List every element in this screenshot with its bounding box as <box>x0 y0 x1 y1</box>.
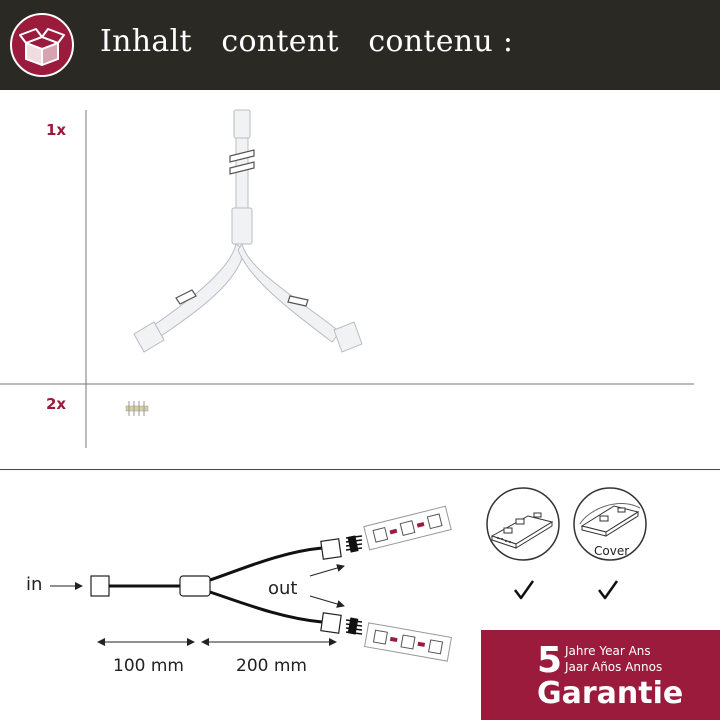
output-cable-bottom <box>210 592 322 622</box>
guarantee-years: 5 <box>537 640 563 681</box>
item-qty-1: 1x <box>46 121 67 139</box>
output-connector-top <box>321 539 341 559</box>
wiring-diagram <box>0 490 470 690</box>
guarantee-word: Garantie <box>537 676 684 711</box>
output-connector-bottom <box>321 613 341 633</box>
header-bar <box>0 0 720 90</box>
out-arrow-top <box>310 566 344 576</box>
item-qty-2: 2x <box>46 395 67 413</box>
checkmark-icon <box>596 578 620 602</box>
led-strip-top <box>364 506 451 550</box>
pin-connector-icon <box>124 400 150 418</box>
input-connector <box>91 576 109 596</box>
page-title: Inhalt content contenu : <box>100 24 514 59</box>
in-label: in <box>26 574 43 595</box>
open-box-icon <box>10 13 74 77</box>
junction-box <box>180 576 210 596</box>
guarantee-badge <box>481 630 720 720</box>
dim-label-left: 100 mm <box>113 656 184 676</box>
y-splitter-cable-icon <box>120 100 380 360</box>
output-cable-top <box>210 548 322 580</box>
guarantee-line-2: Jaar Años Annos <box>565 660 663 674</box>
out-arrow-bottom <box>310 596 344 606</box>
checkmark-icon <box>512 578 536 602</box>
guarantee-line-1: Jahre Year Ans <box>565 644 651 658</box>
out-label: out <box>268 578 298 599</box>
led-strip-bottom <box>365 623 452 661</box>
dim-label-right: 200 mm <box>236 656 307 676</box>
cover-label: Cover <box>594 544 630 558</box>
